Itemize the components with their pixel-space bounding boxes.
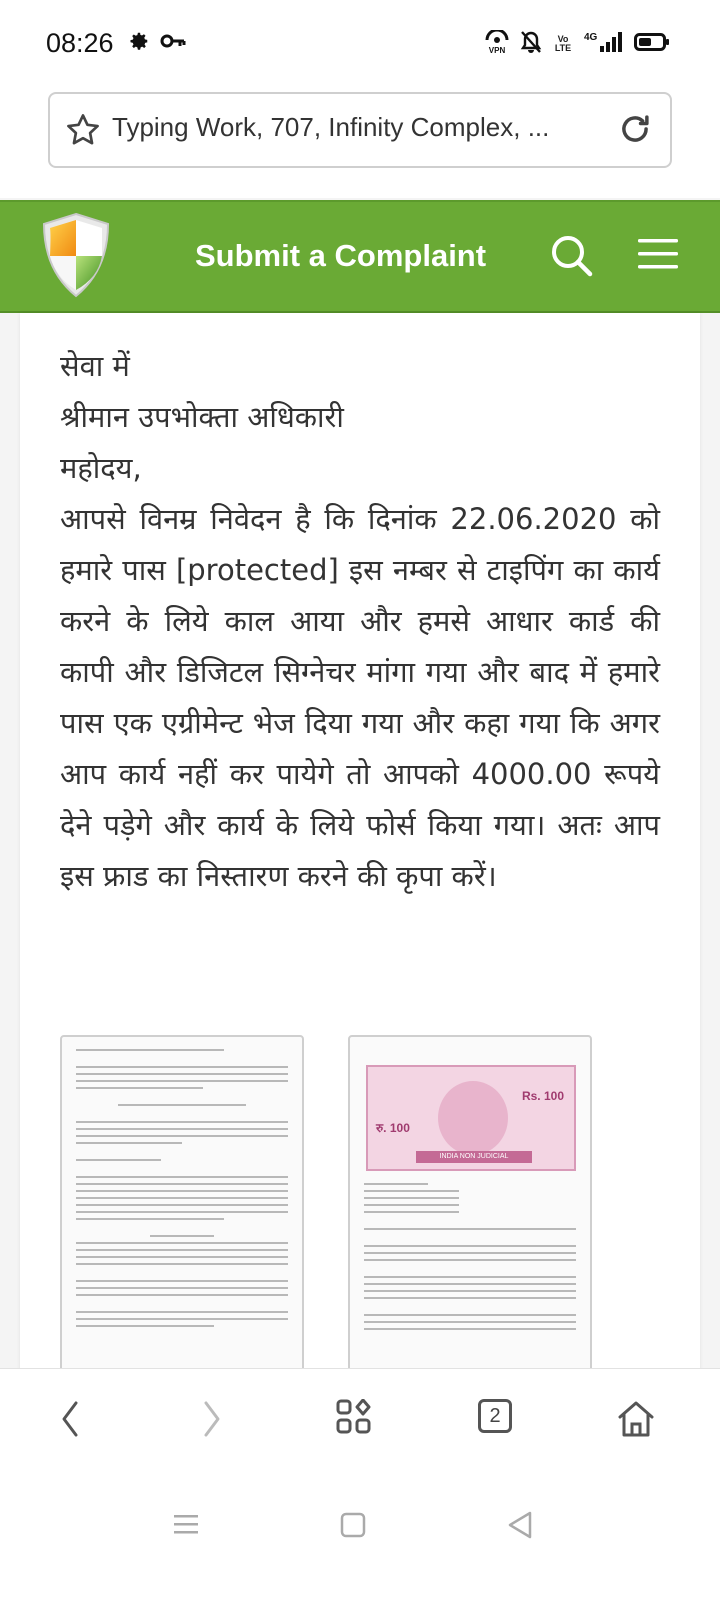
volte-label: Vo LTE <box>554 34 572 53</box>
recent-apps-icon[interactable] <box>172 1510 200 1542</box>
signal-icon <box>584 30 624 58</box>
attachment-agreement-thumbnail[interactable] <box>60 1035 304 1383</box>
hamburger-menu-icon[interactable] <box>636 236 680 276</box>
complaint-body: आपसे विनम्र निवेदन है कि दिनांक 22.06.2020 को हमारे पास [protected] इस नम्बर से टाइपिंग का कार्य करने के लिये काल आया और हमसे आधार कार्ड की कापी और डिजिटल सिग्नेचर मांगा गया और बाद में हमारे पास एक एग्रीमेन्ट भेज दिया गया और कहा गया कि अगर आप कार्य नहीं कर पायेगे तो आपको 4000.00 रूपये देने पड़ेगे और कार्य के लिये फोर्स किया गया। अतः आप इस फ्राड का निस्तारण करने की कृपा करें। <box>60 502 660 893</box>
chevron-left-icon[interactable] <box>56 1399 84 1443</box>
browser-toolbar <box>0 88 720 198</box>
stamp-footer-strip <box>416 1151 532 1163</box>
salutation-line-1: सेवा में <box>60 349 130 383</box>
chevron-right-icon[interactable] <box>198 1399 226 1443</box>
site-header <box>0 200 720 313</box>
complaint-letter <box>60 341 660 902</box>
shield-logo-icon[interactable] <box>40 212 112 302</box>
key-icon <box>160 33 186 53</box>
stamp-value-left: रु. 100 <box>376 1121 410 1135</box>
salutation-line-3: महोदय, <box>60 451 142 485</box>
status-right-icons <box>484 30 670 58</box>
document-text-lines <box>76 1049 288 1332</box>
stamp-value-right: Rs. 100 <box>521 1089 564 1103</box>
home-icon[interactable] <box>616 1399 656 1443</box>
stamp-paper-image <box>366 1065 576 1171</box>
status-left-icons <box>128 30 186 56</box>
attachment-stamp-paper-thumbnail[interactable] <box>348 1035 592 1383</box>
search-icon[interactable] <box>548 232 596 284</box>
vpn-icon <box>484 30 510 58</box>
salutation-line-2: श्रीमान उपभोक्ता अधिकारी <box>60 400 344 434</box>
network-label: 4G <box>584 32 598 43</box>
vpn-label: VPN <box>488 46 506 54</box>
browser-bottom-nav <box>0 1368 720 1480</box>
emblem-icon <box>438 1081 508 1155</box>
reload-icon[interactable] <box>616 110 654 152</box>
bell-muted-icon <box>520 30 542 58</box>
address-bar[interactable] <box>48 92 672 168</box>
system-nav-bar <box>0 1480 720 1600</box>
url-text[interactable]: Typing Work, 707, Infinity Complex, ... <box>112 112 550 142</box>
complaint-card <box>20 313 700 1393</box>
back-triangle-icon[interactable] <box>506 1510 534 1544</box>
home-button-icon[interactable] <box>340 1512 366 1542</box>
gear-icon <box>128 30 150 56</box>
stamp-footer-text: INDIA NON JUDICIAL <box>439 1153 509 1160</box>
tabs-count-button[interactable]: 2 <box>478 1399 512 1433</box>
page-title: Submit a Complaint <box>195 238 487 273</box>
status-bar <box>0 0 720 88</box>
stamp-paper-text-lines <box>364 1183 576 1335</box>
apps-grid-icon[interactable] <box>336 1399 372 1439</box>
battery-icon <box>634 31 670 57</box>
status-time: 08:26 <box>46 28 114 58</box>
star-icon[interactable] <box>64 111 102 153</box>
